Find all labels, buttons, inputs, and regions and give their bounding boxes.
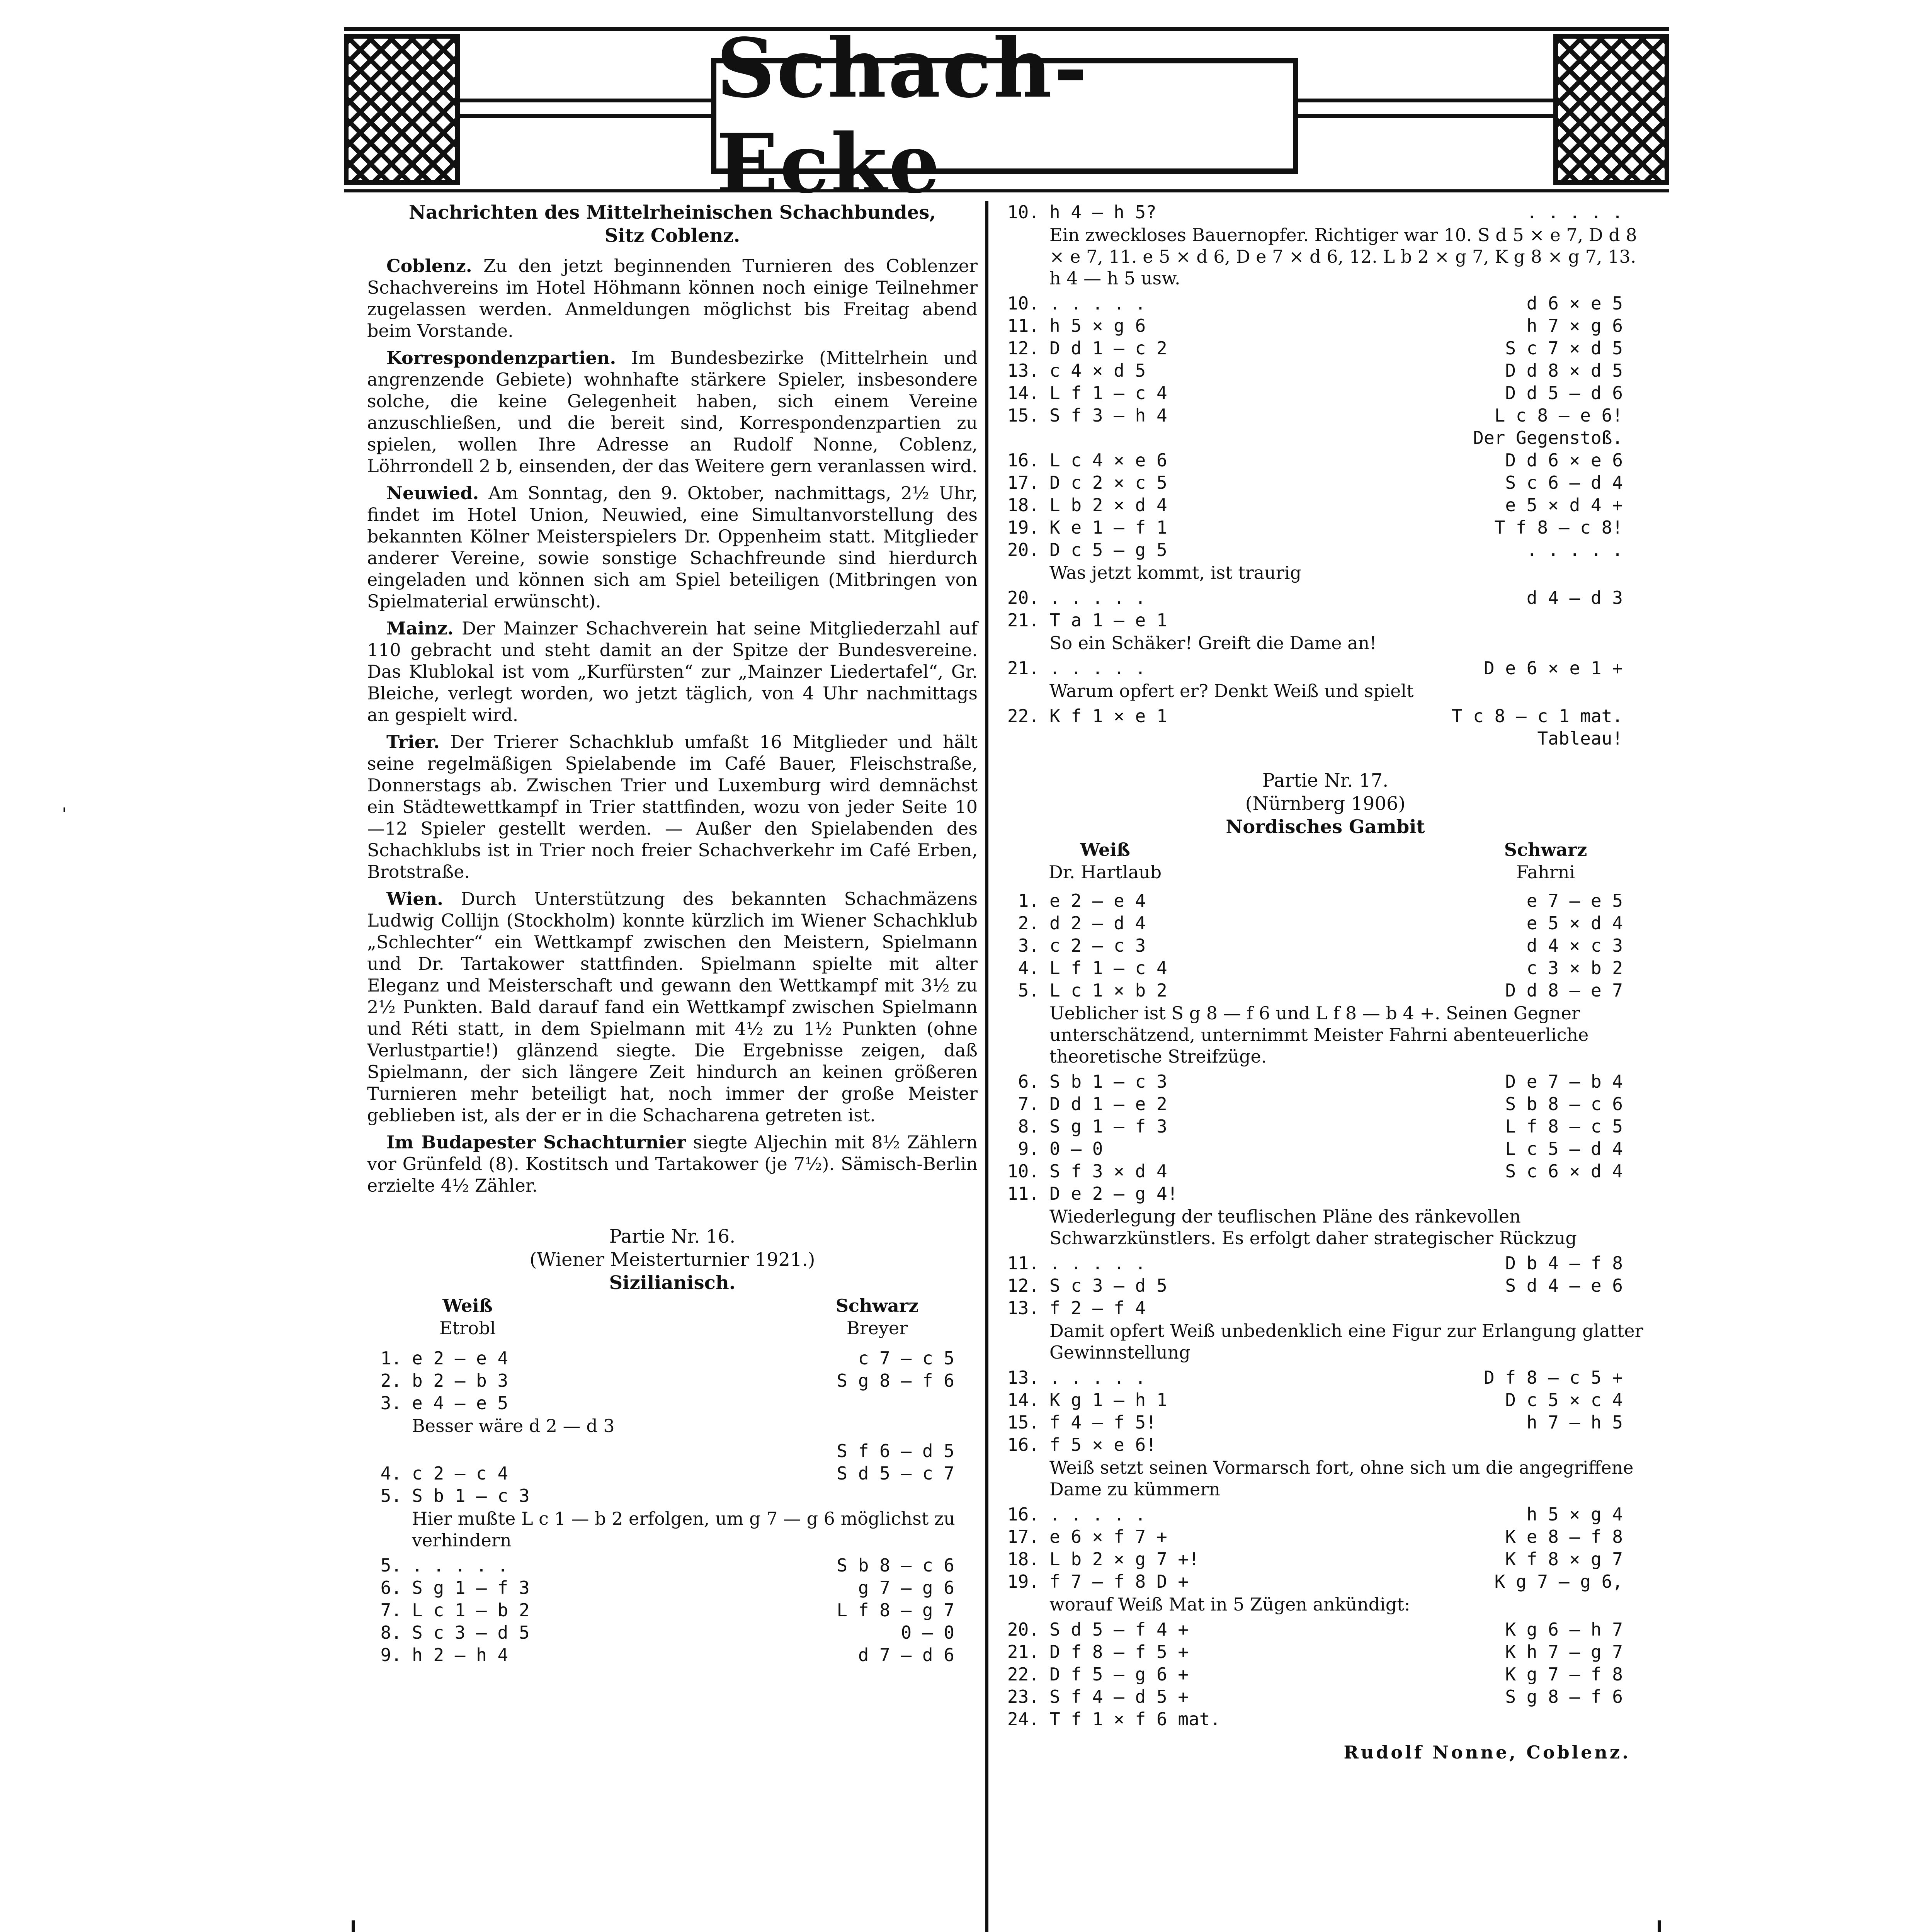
black-move: e 5 × d 4: [1526, 913, 1623, 934]
masthead: [344, 20, 1669, 211]
move-number: 11.: [1007, 1253, 1039, 1274]
move-row: [367, 1369, 978, 1392]
white-label: Weiß: [442, 1295, 493, 1316]
move-number: 7.: [1018, 1094, 1039, 1114]
black-move: Der Gegenstoß.: [1473, 427, 1623, 448]
move-number: 17.: [1007, 472, 1039, 493]
white-move: L c 4 × e 6: [1049, 450, 1167, 471]
move-note: Was jetzt kommt, ist traurig: [1049, 562, 1301, 583]
move-number: 18.: [1007, 495, 1039, 515]
left-column: [367, 201, 978, 1666]
move-number: 16.: [1007, 1434, 1039, 1455]
black-move: g 7 — g 6: [858, 1577, 954, 1598]
column-divider: [985, 201, 988, 1932]
move-row: [367, 1621, 978, 1644]
white-move: L c 1 × b 2: [1049, 980, 1167, 1001]
black-move: K g 6 — h 7: [1505, 1619, 1623, 1640]
white-move: [412, 1440, 659, 1462]
move-number: 24.: [1007, 1709, 1039, 1730]
white-move: f 5 × e 6!: [1049, 1434, 1156, 1455]
move-note: Wiederlegung der teuflischen Pläne des ränkevollen Schwarzkünstlers. Es erfolgt daher strategischer Rückzug: [1049, 1206, 1577, 1248]
header-rule-left: [460, 99, 711, 102]
news-paragraph: Trier. Der Trierer Schachklub umfaßt 16 Mitglieder und hält seine regelmäßigen Spielabende im Café Bauer, Fleischstraße, Donnerstags ab. Zwischen Trier und Luxemburg wird demnächst ein Städtewettkampf in Trier stattfinden, wozu von jeder Seite 10—12 Spieler gestellt werden. — Außer den Spielabenden des Schachklubs ist in Trier noch freier Schachverkehr im Café Erben, Brotstraße.: [367, 731, 978, 882]
white-move: . . . . .: [1049, 658, 1146, 679]
move-number: 5.: [380, 1555, 402, 1576]
news-lead: Korrespondenzpartien.: [386, 347, 616, 368]
black-move: K g 7 — f 8: [1505, 1664, 1623, 1685]
white-move: . . . . .: [1049, 293, 1146, 314]
right-column: [1005, 201, 1646, 1763]
white-player: [402, 1294, 533, 1339]
move-number: 11.: [1007, 1183, 1039, 1204]
black-move: D f 8 — c 5 +: [1483, 1367, 1623, 1388]
white-move: L f 1 — c 4: [1049, 383, 1167, 403]
black-move: D d 6 × e 6: [1505, 450, 1623, 471]
header-rule-left-2: [460, 114, 711, 118]
black-move: h 5 × g 4: [1526, 1504, 1623, 1525]
white-move: e 2 — e 4: [412, 1348, 509, 1369]
move-row: [1005, 359, 1646, 382]
black-move: S c 6 — d 4: [1505, 472, 1623, 493]
move-row: [1005, 201, 1646, 223]
game-opening: Nordisches Gambit: [1226, 816, 1425, 838]
black-move: L c 8 — e 6!: [1494, 405, 1623, 426]
move-row: [1005, 1618, 1646, 1641]
black-move: d 4 — d 3: [1526, 587, 1623, 608]
move-number: 11.: [1007, 315, 1039, 336]
players-row: [367, 1294, 978, 1339]
move-number: 21.: [1007, 658, 1039, 679]
white-move: L f 1 — c 4: [1049, 957, 1167, 978]
move-number: 12.: [1007, 1275, 1039, 1296]
move-row: [1005, 427, 1646, 449]
move-row: [1005, 1503, 1646, 1526]
move-number: 6.: [380, 1577, 402, 1598]
black-move: S g 8 — f 6: [837, 1370, 954, 1391]
black-move: h 7 — h 5: [1526, 1412, 1623, 1433]
move-row: [1005, 1093, 1646, 1115]
move-number: 2.: [1018, 913, 1039, 934]
move-row: [1005, 957, 1646, 979]
black-move: d 4 × c 3: [1526, 935, 1623, 956]
black-move: [1297, 1182, 1646, 1205]
move-number: [1005, 427, 1039, 449]
move-number: 10.: [1007, 293, 1039, 314]
white-player: [1039, 838, 1171, 883]
move-number: 6.: [1018, 1071, 1039, 1092]
news-heading: Nachrichten des Mittelrheinischen Schachbundes,: [409, 202, 936, 223]
move-number: 5.: [1018, 980, 1039, 1001]
move-number: 22.: [1007, 1664, 1039, 1685]
white-move: f 2 — f 4: [1049, 1298, 1146, 1318]
white-move: e 4 — e 5: [412, 1393, 509, 1413]
black-move: S f 6 — d 5: [837, 1440, 954, 1461]
move-row: [1005, 727, 1646, 750]
black-move: e 5 × d 4 +: [1505, 495, 1623, 515]
move-row: [1005, 1411, 1646, 1434]
move-number: 21.: [1007, 610, 1039, 631]
game-title: Partie Nr. 17.: [1262, 770, 1389, 791]
black-move: L f 8 — c 5: [1505, 1116, 1623, 1137]
move-note: Warum opfert er? Denkt Weiß und spielt: [1049, 680, 1414, 701]
move-row: [1005, 1366, 1646, 1389]
move-note: worauf Weiß Mat in 5 Zügen ankündigt:: [1049, 1594, 1410, 1615]
move-number: 20.: [1007, 1619, 1039, 1640]
white-move: L c 1 — b 2: [412, 1600, 530, 1621]
black-move: D c 5 × c 4: [1505, 1389, 1623, 1410]
white-move: D e 2 — g 4!: [1049, 1183, 1178, 1204]
black-move: e 7 — e 5: [1526, 890, 1623, 911]
black-move: K e 8 — f 8: [1505, 1526, 1623, 1547]
move-row: [1005, 657, 1646, 679]
white-move: c 2 — c 3: [1049, 935, 1146, 956]
move-number: 19.: [1007, 517, 1039, 538]
game-event: (Wiener Meisterturnier 1921.): [529, 1249, 815, 1270]
black-move: L f 8 — g 7: [837, 1600, 954, 1621]
black-move: h 7 × g 6: [1526, 315, 1623, 336]
white-move: h 4 — h 5?: [1049, 202, 1156, 223]
black-move: D e 6 × e 1 +: [1483, 658, 1623, 679]
move-number: 17.: [1007, 1526, 1039, 1547]
news-lead: Coblenz.: [386, 255, 472, 276]
black-move: D b 4 — f 8: [1505, 1253, 1623, 1274]
black-move: D e 7 — b 4: [1505, 1071, 1623, 1092]
move-number: 1.: [380, 1348, 402, 1369]
white-move: D f 8 — f 5 +: [1049, 1641, 1189, 1662]
white-move: S c 3 — d 5: [1049, 1275, 1167, 1296]
move-row: [1005, 609, 1646, 631]
white-move: T f 1 × f 6 mat.: [1049, 1709, 1221, 1730]
frame-left: [352, 1920, 355, 1932]
move-row: [1005, 1570, 1646, 1593]
header-rule-right-2: [1298, 114, 1553, 118]
move-row: [1005, 516, 1646, 539]
news-paragraph: Wien. Durch Unterstützung des bekannten Schachmäzens Ludwig Collijn (Stockholm) konnte kürzlich im Wiener Schachklub „Schlechter“ ein Wettkampf zwischen den Meistern, Spielmann und Dr. Tartakower stattfinden. Spielmann spielte mit alter Eleganz und Meisterschaft und gewann den Wettkampf mit 3½ zu 2½ Punkten. Bald darauf fand ein Wettkampf zwischen Spielmann und Réti statt, in dem Spielmann mit 4½ zu 1½ Punkten (ohne Verlustpartie!) glänzend siegte. Die Ergebnisse zeigen, daß Spielmann, der sich längere Zeit hindurch an keinen größeren Turnieren mehr beteiligt hat, noch immer der große Meister geblieben ist, als der er in die Schacharena getreten ist.: [367, 888, 978, 1126]
black-move: . . . . .: [1526, 202, 1623, 223]
white-move: S g 1 — f 3: [1049, 1116, 1167, 1137]
move-number: 13.: [1007, 1367, 1039, 1388]
white-move: . . . . .: [1049, 1367, 1146, 1388]
news-paragraph: Im Budapester Schachturnier siegte Aljechin mit 8½ Zählern vor Grünfeld (8). Kostitsch und Tartakower (je 7½). Sämisch-Berlin erzielte 4½ Zähler.: [367, 1132, 978, 1196]
move-row: [1005, 587, 1646, 609]
white-move: S f 3 — h 4: [1049, 405, 1167, 426]
black-label: Schwarz: [835, 1295, 919, 1316]
move-number: 16.: [1007, 450, 1039, 471]
white-move: [1049, 727, 1297, 750]
white-move: S d 5 — f 4 +: [1049, 1619, 1189, 1640]
black-player: [1480, 838, 1611, 883]
move-number: 10.: [1007, 1161, 1039, 1182]
move-number: 15.: [1007, 1412, 1039, 1433]
news-lead: Trier.: [386, 731, 440, 752]
white-name: Dr. Hartlaub: [1048, 862, 1162, 883]
black-move: K h 7 — g 7: [1505, 1641, 1623, 1662]
black-move: [659, 1392, 978, 1414]
white-move: f 4 — f 5!: [1049, 1412, 1156, 1433]
black-player: [811, 1294, 943, 1339]
white-move: . . . . .: [412, 1555, 509, 1576]
move-row: [1005, 337, 1646, 359]
players-row: [1005, 838, 1646, 883]
move-number: 9.: [1018, 1138, 1039, 1159]
news-lead: Neuwied.: [386, 483, 479, 503]
move-row: [1005, 1708, 1646, 1730]
move-number: 15.: [1007, 405, 1039, 426]
move-number: 14.: [1007, 1389, 1039, 1410]
move-row: [1005, 539, 1646, 561]
news-lead: Im Budapester Schachturnier: [386, 1132, 686, 1153]
black-move: 0 — 0: [901, 1622, 954, 1643]
header-rule-right: [1298, 99, 1553, 102]
black-name: Fahrni: [1516, 862, 1575, 883]
move-number: 16.: [1007, 1504, 1039, 1525]
move-number: 13.: [1007, 360, 1039, 381]
white-move: S b 1 — c 3: [1049, 1071, 1167, 1092]
black-move: S d 4 — e 6: [1505, 1275, 1623, 1296]
move-number: [1005, 727, 1039, 750]
page-title: Schach-Ecke: [716, 20, 1089, 211]
move-number: 3.: [380, 1393, 402, 1413]
white-move: L b 2 × d 4: [1049, 495, 1167, 515]
move-number: 21.: [1007, 1641, 1039, 1662]
signature: Rudolf Nonne, Coblenz.: [1344, 1742, 1631, 1763]
news-paragraph: Mainz. Der Mainzer Schachverein hat seine Mitgliederzahl auf 110 gebracht und steht damit an der Spitze der Bundesvereine. Das Klublokal ist vom „Kurfürsten“ zur „Mainzer Liedertafel“, Gr. Bleiche, verlegt worden, wo jetzt täglich, von 4 Uhr nachmittags an gespielt wird.: [367, 618, 978, 725]
move-row: [367, 1347, 978, 1369]
move-row: [1005, 315, 1646, 337]
move-number: 1.: [1018, 890, 1039, 911]
move-row: [1005, 889, 1646, 912]
white-move: S b 1 — c 3: [412, 1485, 530, 1506]
white-move: . . . . .: [1049, 1253, 1146, 1274]
move-row: [1005, 1115, 1646, 1138]
ornament-left-icon: [344, 34, 460, 185]
move-note: Besser wäre d 2 — d 3: [412, 1415, 615, 1436]
white-move: 0 — 0: [1049, 1138, 1103, 1159]
move-row: [1005, 449, 1646, 471]
move-number: [367, 1440, 402, 1462]
white-move: T a 1 — e 1: [1049, 610, 1167, 631]
black-move: Tableau!: [1537, 728, 1623, 749]
move-number: 7.: [380, 1600, 402, 1621]
white-move: D c 2 × c 5: [1049, 472, 1167, 493]
spacer: [367, 1202, 978, 1225]
move-row: [1005, 1389, 1646, 1411]
black-move: S g 8 — f 6: [1505, 1686, 1623, 1707]
move-row: [1005, 1252, 1646, 1274]
black-move: T f 8 — c 8!: [1494, 517, 1623, 538]
white-move: K e 1 — f 1: [1049, 517, 1167, 538]
black-move: D d 5 — d 6: [1505, 383, 1623, 403]
black-move: T c 8 — c 1 mat.: [1451, 706, 1623, 726]
title-box: [711, 20, 1298, 211]
move-number: 5.: [380, 1485, 402, 1506]
news-paragraph: Coblenz. Zu den jetzt beginnenden Turnieren des Coblenzer Schachvereins im Hotel Höhmann können noch einige Teilnehmer zugelassen werden. Anmeldungen möglichst bis Freitag abend beim Vorstande.: [367, 255, 978, 341]
move-row: [1005, 1297, 1646, 1319]
move-number: 4.: [1018, 957, 1039, 978]
black-move: S c 6 × d 4: [1505, 1161, 1623, 1182]
black-move: S b 8 — c 6: [1505, 1094, 1623, 1114]
move-row: [1005, 1663, 1646, 1685]
news-paragraph: Korrespondenzpartien. Im Bundesbezirke (Mittelrhein und angrenzende Gebiete) wohnhafte stärkere Spieler, insbesondere solche, die keine Gelegenheit haben, sich einem Vereine anzuschließen, und die bereit sind, Korrespondenzpartien zu spielen, wollen Ihre Adresse an Rudolf Nonne, Coblenz, Löhrrondell 2 b, einsenden, der das Weitere gern veranlassen wird.: [367, 347, 978, 476]
move-row: [1005, 1070, 1646, 1093]
white-move: . . . . .: [1049, 587, 1146, 608]
black-move: D d 8 — e 7: [1505, 980, 1623, 1001]
black-move: D d 8 × d 5: [1505, 360, 1623, 381]
white-move: D d 1 — e 2: [1049, 1094, 1167, 1114]
move-number: 18.: [1007, 1549, 1039, 1570]
move-row: [367, 1577, 978, 1599]
white-label: Weiß: [1080, 839, 1130, 860]
ornament-right-icon: [1553, 34, 1669, 185]
stray-mark: ': [62, 804, 67, 825]
move-row: [1005, 1182, 1646, 1205]
move-row: [367, 1554, 978, 1577]
white-move: D f 5 — g 6 +: [1049, 1664, 1189, 1685]
move-row: [367, 1599, 978, 1621]
move-row: [1005, 979, 1646, 1002]
move-row: [1005, 494, 1646, 516]
white-move: K f 1 × e 1: [1049, 706, 1167, 726]
black-name: Breyer: [846, 1318, 908, 1338]
spacer: [1005, 883, 1646, 889]
news-lead: Wien.: [386, 888, 444, 909]
move-note: So ein Schäker! Greift die Dame an!: [1049, 633, 1377, 653]
black-move: d 6 × e 5: [1526, 293, 1623, 314]
white-move: e 6 × f 7 +: [1049, 1526, 1167, 1547]
black-move: c 3 × b 2: [1526, 957, 1623, 978]
move-row: [367, 1485, 978, 1507]
news-lead: Mainz.: [386, 618, 454, 639]
black-move: L c 5 — d 4: [1505, 1138, 1623, 1159]
move-row: [1005, 705, 1646, 727]
white-move: f 7 — f 8 D +: [1049, 1571, 1189, 1592]
move-row: [1005, 912, 1646, 934]
black-move: K f 8 × g 7: [1505, 1549, 1623, 1570]
news-subheading: Sitz Coblenz.: [604, 225, 740, 247]
white-move: e 2 — e 4: [1049, 890, 1146, 911]
white-move: c 2 — c 4: [412, 1463, 509, 1484]
white-name: Etrobl: [439, 1318, 496, 1338]
spacer: [1005, 750, 1646, 769]
move-row: [1005, 934, 1646, 957]
move-number: 10.: [1007, 202, 1039, 223]
move-row: [1005, 1526, 1646, 1548]
move-row: [1005, 292, 1646, 315]
spacer: [367, 247, 978, 255]
newspaper-column: [344, 20, 1669, 1932]
move-number: 20.: [1007, 587, 1039, 608]
white-move: h 5 × g 6: [1049, 315, 1146, 336]
move-number: 12.: [1007, 338, 1039, 359]
black-move: [1297, 609, 1646, 631]
spacer: [367, 1339, 978, 1347]
move-row: [367, 1440, 978, 1462]
game-event: (Nürnberg 1906): [1245, 793, 1406, 815]
move-row: [1005, 1641, 1646, 1663]
frame-right: [1658, 1920, 1661, 1932]
move-number: 23.: [1007, 1686, 1039, 1707]
white-move: c 4 × d 5: [1049, 360, 1146, 381]
move-row: [367, 1644, 978, 1666]
black-move: S c 7 × d 5: [1505, 338, 1623, 359]
move-row: [367, 1392, 978, 1414]
black-move: . . . . .: [1526, 539, 1623, 560]
white-move: D c 5 — g 5: [1049, 539, 1167, 560]
white-move: S f 4 — d 5 +: [1049, 1686, 1189, 1707]
white-move: S c 3 — d 5: [412, 1622, 530, 1643]
news-paragraph: Neuwied. Am Sonntag, den 9. Oktober, nachmittags, 2½ Uhr, findet im Hotel Union, Neuwied, eine Simultanvorstellung des bekannten Kölner Meisterspielers Dr. Oppenheim statt. Mitglieder anderer Vereine, sowie sonstige Schachfreunde sind hierdurch eingeladen und können sich am Spiel beteiligen (Mitbringen von Spielmaterial erwünscht).: [367, 483, 978, 612]
move-number: 8.: [1018, 1116, 1039, 1137]
black-move: [1297, 1708, 1646, 1730]
white-move: h 2 — h 4: [412, 1645, 509, 1665]
move-number: 22.: [1007, 706, 1039, 726]
white-move: d 2 — d 4: [1049, 913, 1146, 934]
move-row: [367, 1462, 978, 1485]
game-opening: Sizilianisch.: [609, 1272, 736, 1294]
move-number: 14.: [1007, 383, 1039, 403]
black-label: Schwarz: [1504, 839, 1587, 860]
move-number: 4.: [380, 1463, 402, 1484]
move-note: Ueblicher ist S g 8 — f 6 und L f 8 — b 4 +. Seinen Gegner unterschätzend, unternimmt Meister Fahrni abenteuerliche theoretische Streifzüge.: [1049, 1003, 1589, 1067]
move-number: 13.: [1007, 1298, 1039, 1318]
white-move: D d 1 — c 2: [1049, 338, 1167, 359]
move-note: Hier mußte L c 1 — b 2 erfolgen, um g 7 — g 6 möglichst zu verhindern: [412, 1508, 955, 1551]
move-note: Damit opfert Weiß unbedenklich eine Figur zur Erlangung glatter Gewinnstellung: [1049, 1320, 1643, 1363]
black-move: [659, 1485, 978, 1507]
move-number: 9.: [380, 1645, 402, 1665]
white-move: [1049, 427, 1297, 449]
move-note: Ein zweckloses Bauernopfer. Richtiger war 10. S d 5 × e 7, D d 8 × e 7, 11. e 5 × d 6, D e 7 × d 6, 12. L b 2 × g 7, K g 8 × g 7, 13. h 4 — h 5 usw.: [1049, 224, 1637, 289]
black-move: [1297, 1434, 1646, 1456]
move-row: [1005, 1434, 1646, 1456]
move-row: [1005, 404, 1646, 427]
move-row: [1005, 1160, 1646, 1182]
move-number: 19.: [1007, 1571, 1039, 1592]
move-number: 20.: [1007, 539, 1039, 560]
move-number: 3.: [1018, 935, 1039, 956]
black-move: c 7 — c 5: [858, 1348, 954, 1369]
move-row: [1005, 1274, 1646, 1297]
white-move: . . . . .: [1049, 1504, 1146, 1525]
black-move: d 7 — d 6: [858, 1645, 954, 1665]
move-number: 8.: [380, 1622, 402, 1643]
move-note: Weiß setzt seinen Vormarsch fort, ohne sich um die angegriffene Dame zu kümmern: [1049, 1457, 1634, 1500]
black-move: K g 7 — g 6,: [1494, 1571, 1623, 1592]
black-move: [1297, 1297, 1646, 1319]
game-title: Partie Nr. 16.: [609, 1226, 736, 1247]
move-row: [1005, 1685, 1646, 1708]
white-move: S g 1 — f 3: [412, 1577, 530, 1598]
move-row: [1005, 1548, 1646, 1570]
black-move: S b 8 — c 6: [837, 1555, 954, 1576]
white-move: S f 3 × d 4: [1049, 1161, 1167, 1182]
black-move: S d 5 — c 7: [837, 1463, 954, 1484]
white-move: b 2 — b 3: [412, 1370, 509, 1391]
white-move: K g 1 — h 1: [1049, 1389, 1167, 1410]
white-move: L b 2 × g 7 +!: [1049, 1549, 1199, 1570]
move-number: 2.: [380, 1370, 402, 1391]
move-row: [1005, 382, 1646, 404]
move-row: [1005, 471, 1646, 494]
move-row: [1005, 1138, 1646, 1160]
